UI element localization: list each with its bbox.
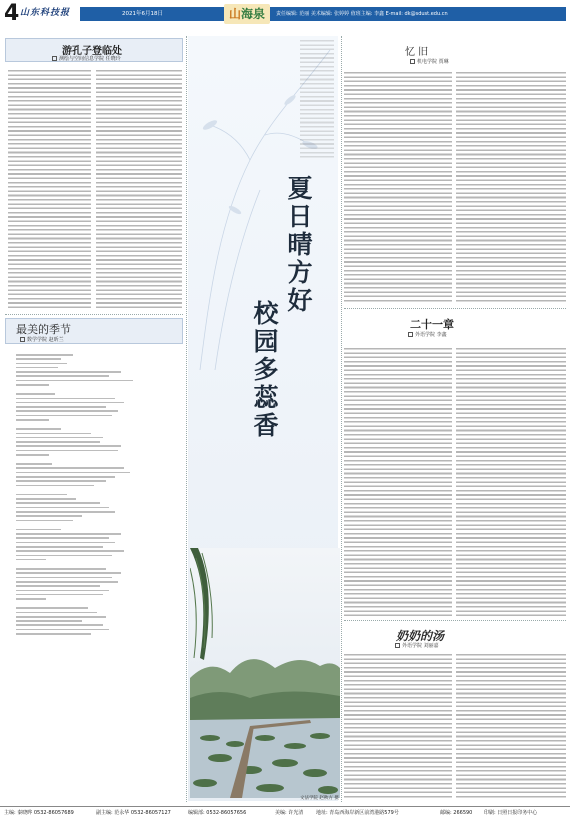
article-title-grandma: 奶奶的汤 [396,629,445,643]
poem-body-season [16,354,166,637]
feature-text-top [300,40,334,160]
byline-text-grandma: 外语学院 刘丽嘉 [402,643,439,649]
article-body-grandma-col1 [344,654,452,800]
article-byline-grandma [395,642,439,649]
byline-text-twentyone: 外语学院 李鑫 [415,332,447,338]
footer-address: 地址: 青岛西海岸新区前湾港路579号 [316,810,399,816]
divider [344,308,566,309]
footer-postcode: 邮编: 266590 [440,810,473,816]
editor-credits: 责任编辑: 范丽 美术编辑: 张婷婷 值班主编: 李鑫 E-mail: dk@sdust.edu.cn [276,11,448,17]
article-body-travel-col2 [96,70,182,308]
issue-date: 2021年6月18日 [122,11,163,17]
byline-text-season: 数学学院 赵昕兰 [27,337,64,343]
feature-title-line1: 夏日晴方好 [284,175,313,315]
byline-marker-icon [20,337,25,342]
column-divider [186,36,187,802]
masthead [0,0,570,30]
article-title-memory: 忆 旧 [405,47,429,58]
article-body-grandma-col2 [456,654,566,800]
section-name-b: 海泉 [241,7,266,21]
divider [344,620,566,621]
article-title-travel: 游孔子登临处 [62,46,122,57]
newspaper-logo: 山东科技报 [20,8,71,18]
article-byline-travel [52,55,121,62]
divider [5,314,183,315]
footer-deputy-editor: 副主编: 范永华 0532-86057127 [96,810,171,816]
byline-marker-icon [410,59,415,64]
byline-marker-icon [408,332,413,337]
byline-marker-icon [52,56,57,61]
page-number: 4 [4,1,20,26]
article-body-twentyone-col2 [456,348,566,616]
article-body-memory-col2 [456,72,566,304]
campus-photo [190,548,340,798]
section-name-a: 山 [228,7,241,21]
article-body-twentyone-col1 [344,348,452,616]
column-divider [341,36,342,802]
article-body-memory-col1 [344,72,452,304]
feature-title-line2: 校园多蕊香 [250,300,279,440]
article-title-season: 最美的季节 [16,323,71,336]
byline-marker-icon [395,643,400,648]
footer-chief-editor: 主编: 秦晓晔 0532-86057689 [4,810,74,816]
campus-lake-image [190,548,340,798]
byline-text-memory: 机电学院 贾琳 [417,59,449,65]
footer-printer: 印刷: 日照日报印务中心 [484,810,538,816]
article-body-travel-col1 [8,70,91,308]
article-title-twentyone: 二十一章 [410,318,454,331]
footer-edit-office: 编辑部: 0532-86057656 [188,810,247,816]
article-byline-season [20,336,64,343]
article-byline-twentyone [408,331,447,338]
section-badge [224,4,270,24]
photo-caption: 文法学院 赵秋方 摄 [300,796,339,801]
byline-text-travel: 测绘与空间信息学院 任晓玲 [59,56,121,62]
page-footer [0,806,570,820]
footer-layout: 美编: 许光清 [275,810,304,816]
article-byline-memory [410,58,449,65]
